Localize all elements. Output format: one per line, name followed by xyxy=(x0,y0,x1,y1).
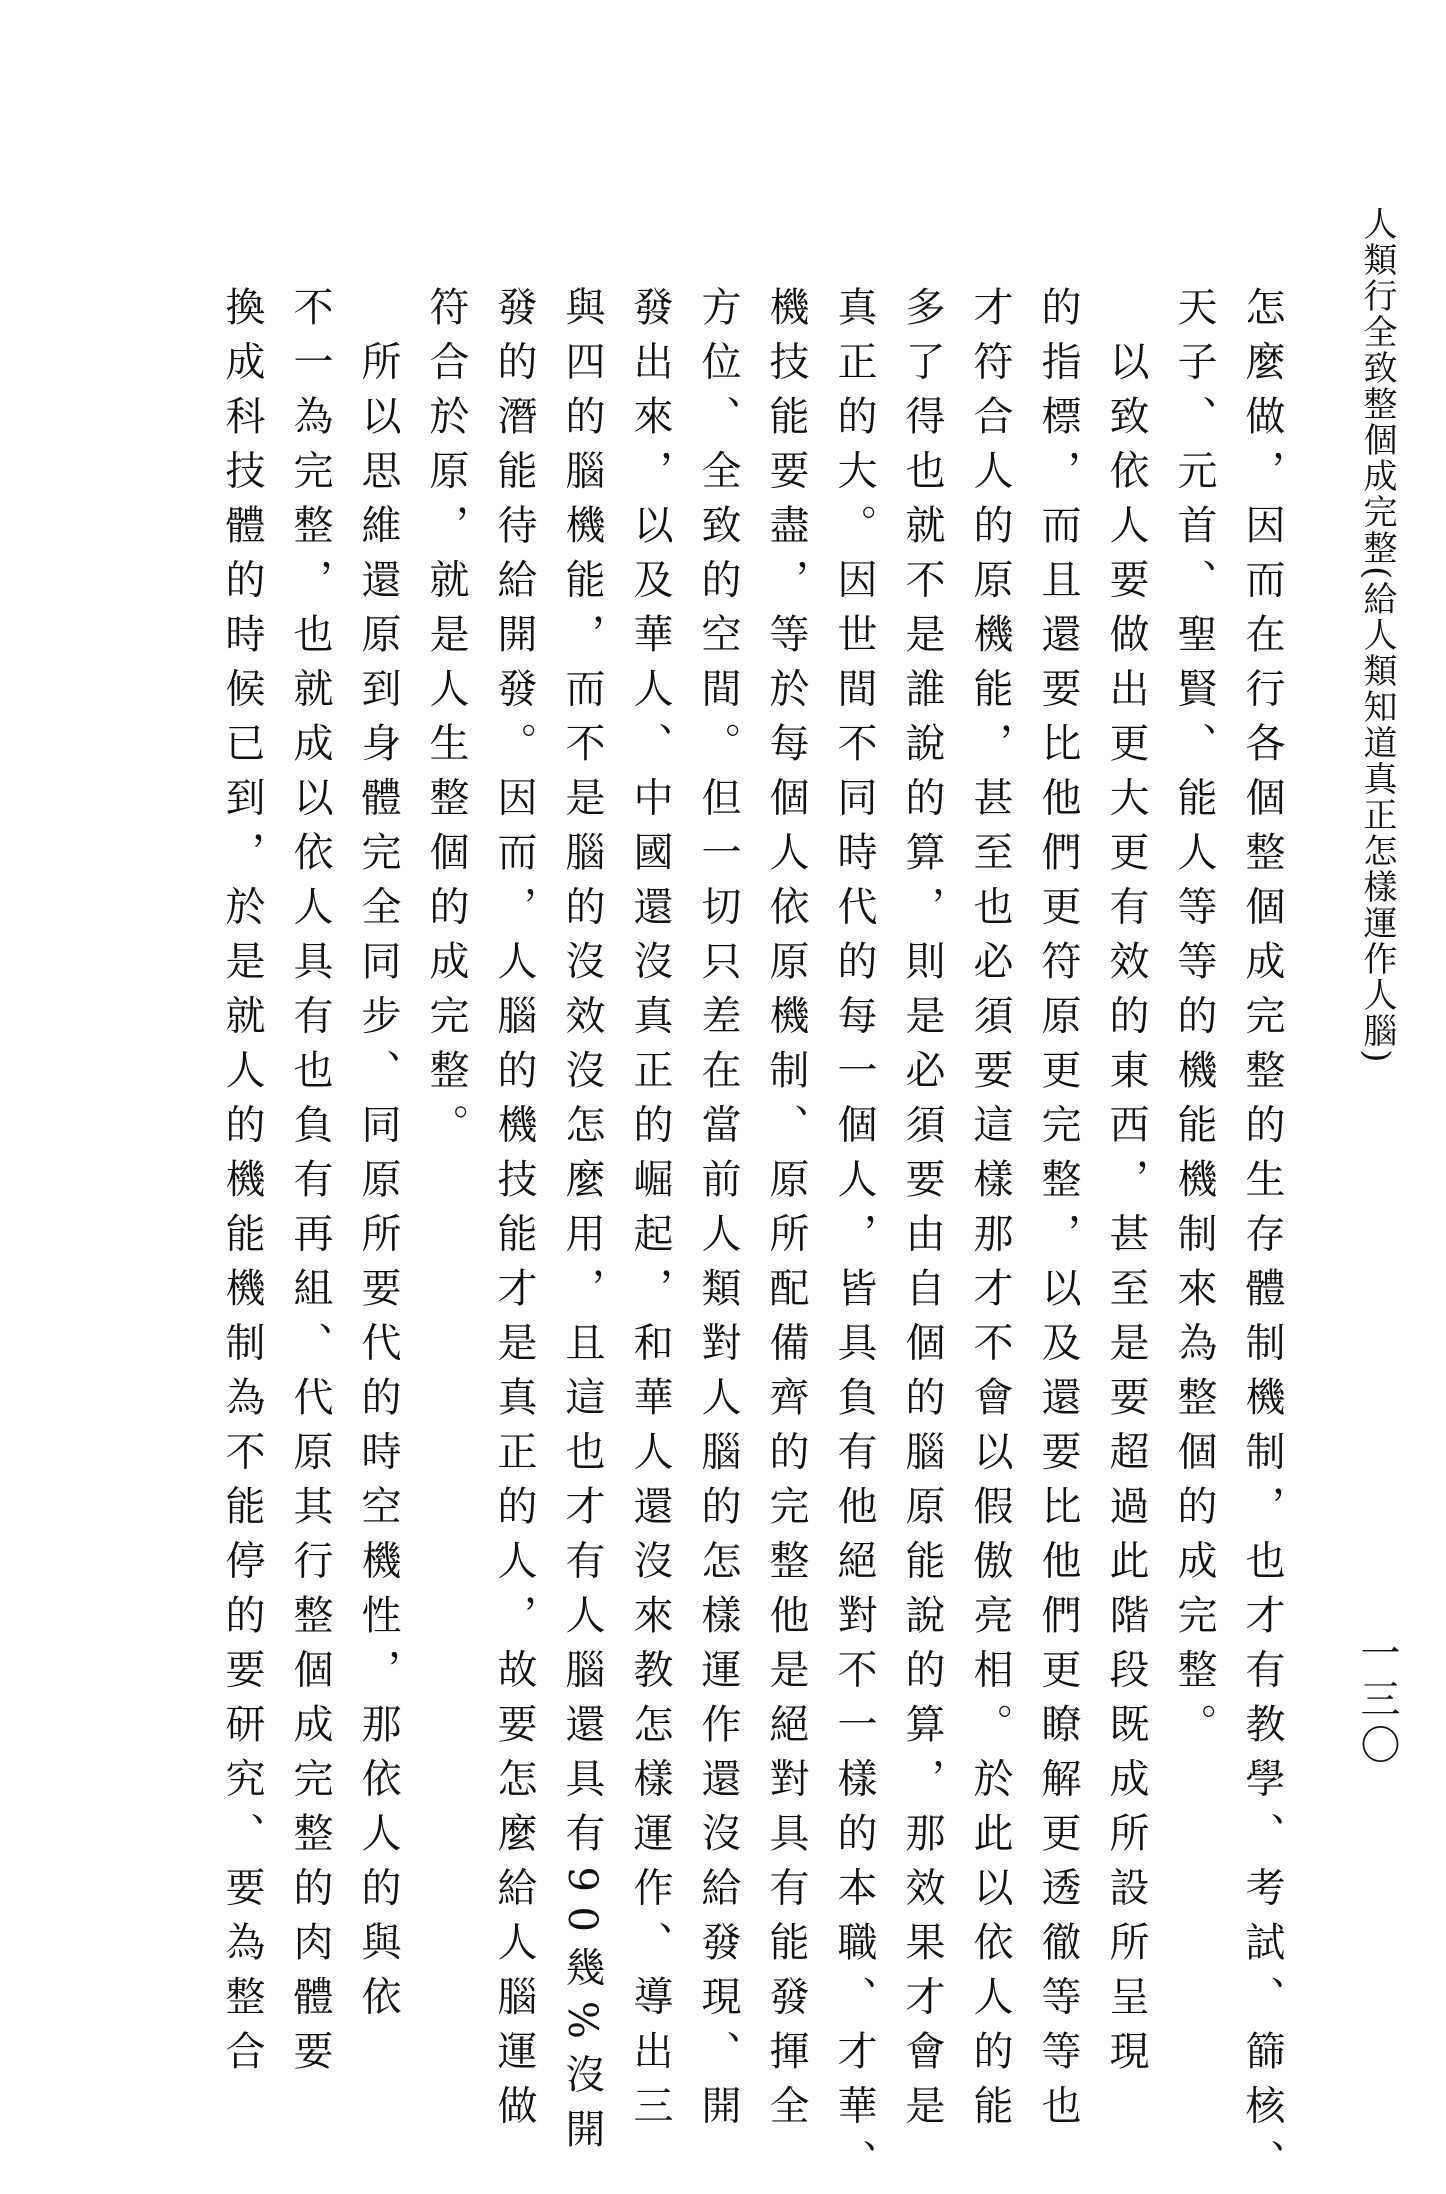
body-text xyxy=(196,286,1296,2194)
running-head: 人類行全致整個成完整(給人類知道真正怎樣運作人腦) xyxy=(1357,206,1397,1065)
text-column: 怎麼做，因而在行各個整個成完整的生存體制機制，也才有教學、考試、篩核、 xyxy=(1239,286,1285,2194)
text-column: 符合於原，就是人生整個的成完整。 xyxy=(423,286,469,1158)
text-column: 方位、全致的空間。但一切只差在當前人類對人腦的怎樣運作還沒給發現、開 xyxy=(695,286,741,2139)
text-column: 真正的大。因世間不同時代的每一個人，皆具負有他絕對不一樣的本職、才華、 xyxy=(831,286,877,2194)
text-column: 與四的腦機能，而不是腦的沒效沒怎麼用，且這也才有人腦還具有90幾%沒開 xyxy=(559,286,605,2163)
text-column: 發出來，以及華人、中國還沒真正的崛起，和華人還沒來教怎樣運作、導出三 xyxy=(627,286,673,2139)
text-column: 的指標，而且還要比他們更符原更完整，以及還要比他們更瞭解更透徹等等也 xyxy=(1035,286,1081,2139)
page-number: 一三〇 xyxy=(1354,1632,1400,1770)
text-column: 發的潛能待給開發。因而，人腦的機技能才是真正的人，故要怎麼給人腦運做 xyxy=(491,286,537,2139)
text-column: 以致依人要做出更大更有效的東西，甚至是要超過此階段既成所設所呈現 xyxy=(1103,286,1149,2085)
text-column: 多了得也就不是誰說的算，則是必須要由自個的腦原能說的算，那效果才會是 xyxy=(899,286,945,2139)
text-column: 所以思維還原到身體完全同步、同原所要代的時空機性，那依人的與依 xyxy=(355,286,401,2030)
text-column: 機技能要盡，等於每個人依原機制、原所配備齊的完整他是絕對具有能發揮全 xyxy=(763,286,809,2139)
text-column: 天子、元首、聖賢、能人等等的機能機制來為整個的成完整。 xyxy=(1171,286,1217,1758)
text-column: 才符合人的原機能，甚至也必須要這樣那才不會以假傲亮相。於此以依人的能 xyxy=(967,286,1013,2139)
text-column: 不一為完整，也就成以依人具有也負有再組、代原其行整個成完整的肉體要 xyxy=(287,286,333,2085)
text-column: 換成科技體的時候已到，於是就人的機能機制為不能停的要研究、要為整合 xyxy=(219,286,265,2085)
